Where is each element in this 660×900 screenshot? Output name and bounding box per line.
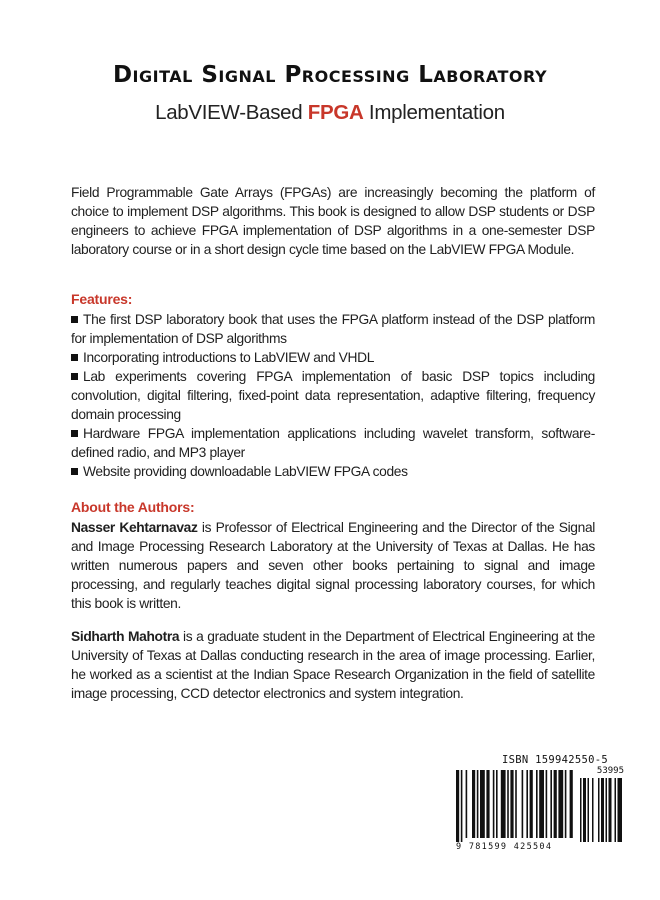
author-text-2: is a graduate student in the Department of Electrical Engineering at the University of Texas at Dallas conducting research in the area of image processing. Earlier, he worked as a scientist at the Indian Space Research Organization in the field of satellite image processing, CCD detector electronics and system integration. [71,629,595,701]
barcode-bars-icon [454,770,626,844]
barcode-bar [486,770,489,838]
feature-item [71,367,595,424]
square-bullet-icon [71,354,78,361]
isbn-label: ISBN 159942550-5 [502,754,608,766]
barcode-addon-bar [598,778,600,842]
feature-text: Website providing downloadable LabVIEW FPGA codes [83,464,408,479]
square-bullet-icon [71,468,78,475]
price-code: 53995 [596,766,624,776]
barcode-bar [546,770,548,838]
isbn-barcode [454,754,626,858]
barcode-bar [501,770,506,838]
barcode-addon-bar [618,778,623,842]
barcode-bar [539,770,544,838]
subtitle-accent: FPGA [307,101,364,124]
author-bio-2 [71,627,595,703]
barcode-bar [550,770,552,838]
barcode-bar [496,770,498,838]
feature-item [71,424,595,462]
barcode-bar [472,770,475,838]
barcode-bar [456,770,459,842]
barcode-bar [515,770,517,838]
subtitle-suffix: Implementation [363,101,505,124]
barcode-addon-bar [580,778,582,842]
barcode-bar [510,770,513,838]
author-name-1: Nasser Kehtarnavaz [71,520,198,535]
feature-text: The first DSP laboratory book that uses the FPGA platform instead of the DSP platform for implementation of DSP algorithms [71,312,595,346]
barcode-bar [526,770,528,838]
barcode-addon-bar [583,778,586,842]
features-list [71,310,595,481]
intro-paragraph: Field Programmable Gate Arrays (FPGAs) are increasingly becoming the platform of choice to implement DSP algorithms. This book is designed to allow DSP students or DSP engineers to achieve FPGA implementation of DSP algorithms in a one-semester DSP laboratory course or in a short design cycle time based on the LabVIEW FPGA Module. [71,185,595,257]
barcode-bar [466,770,468,838]
square-bullet-icon [71,373,78,380]
book-subtitle [0,101,660,125]
author-text-1: is Professor of Electrical Engineering and the Director of the Signal and Image Processing Research Laboratory at the University of Texas at Dallas. He has written numerous papers and seven other books pertaining to signal and image processing, and regularly teaches digital signal processing laboratory courses, for which this book is written. [71,520,595,611]
subtitle-prefix: LabVIEW-Based [155,101,308,124]
barcode-addon-bar [606,778,608,842]
barcode-addon-bar [615,778,617,842]
barcode-bar [477,770,479,838]
author-name-2: Sidharth Mahotra [71,629,180,644]
barcode-addon-bar [601,778,604,842]
ean-number: 9 781599 425504 [456,842,553,852]
author-bio-1 [71,518,595,613]
barcode-bar [570,770,573,838]
feature-item [71,348,595,367]
barcode-addon-bar [609,778,612,842]
barcode-addon-bar [592,778,594,842]
barcode-bar [522,770,524,838]
authors-heading: About the Authors: [71,499,195,515]
feature-text: Incorporating introductions to LabVIEW and VHDL [83,350,375,365]
barcode-bar [530,770,533,838]
square-bullet-icon [71,430,78,437]
barcode-bar [461,770,463,842]
barcode-bar [554,770,557,838]
barcode-bar [558,770,563,838]
barcode-bar [493,770,495,838]
feature-text: Hardware FPGA implementation applications including wavelet transform, software-defined radio, and MP3 player [71,426,595,460]
feature-text: Lab experiments covering FPGA implementation of basic DSP topics including convolution, digital filtering, fixed-point data representation, adaptive filtering, frequency domain processing [71,369,595,422]
barcode-addon-bar [588,778,590,842]
barcode-bar [565,770,567,838]
book-title: Digital Signal Processing Laboratory [112,62,548,88]
square-bullet-icon [71,316,78,323]
barcode-bar [507,770,509,838]
features-heading: Features: [71,291,133,307]
feature-item [71,462,595,481]
barcode-bar [536,770,538,838]
feature-item [71,310,595,348]
barcode-bar [480,770,485,838]
